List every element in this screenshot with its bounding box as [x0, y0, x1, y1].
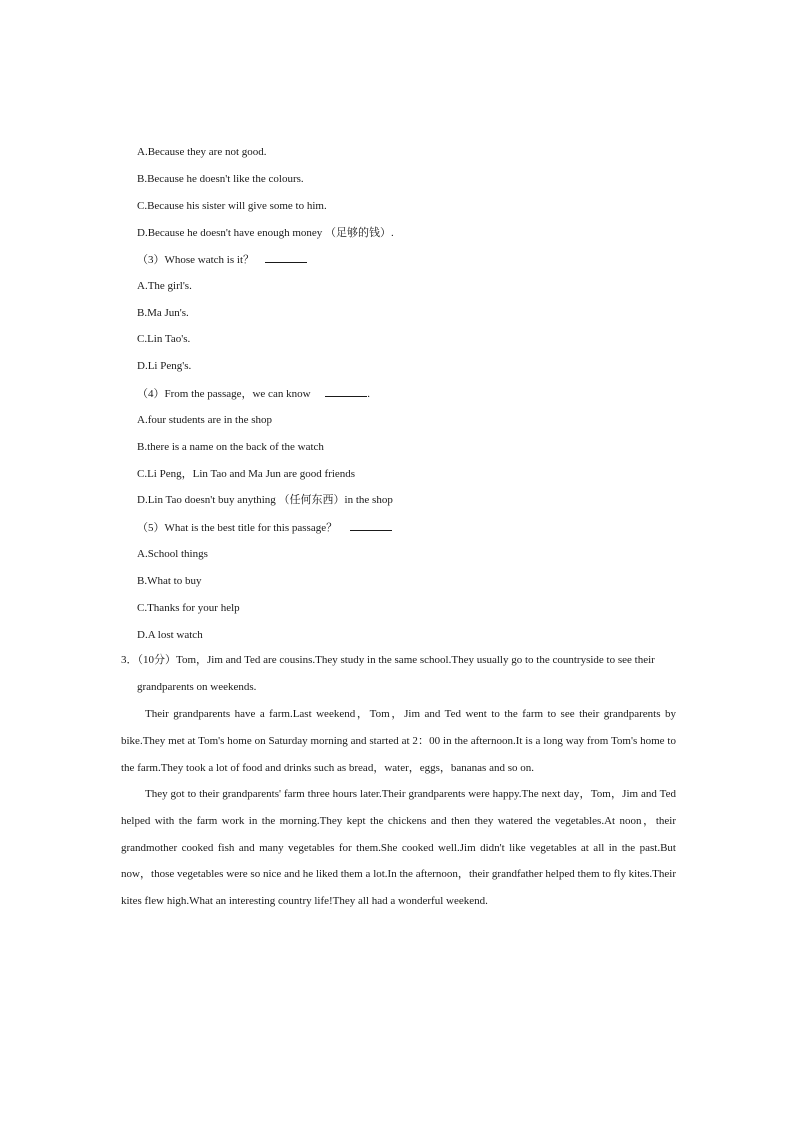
question-5 [137, 520, 392, 535]
option-2c: C.Because his sister will give some to him. [137, 200, 327, 212]
option-5a: A.School things [137, 548, 208, 560]
question-3 [137, 252, 307, 267]
answer-blank[interactable] [325, 386, 367, 397]
passage-paragraph-1 [121, 701, 676, 781]
option-3a: A.The girl's. [137, 280, 192, 292]
option-2a: A.Because they are not good. [137, 146, 267, 158]
question-number: 3． [121, 654, 138, 666]
answer-blank[interactable] [350, 520, 392, 531]
question-score: （10分） [137, 654, 176, 666]
option-4b: B.there is a name on the back of the watch [137, 441, 324, 453]
option-4c: C.Li Peng，Lin Tao and Ma Jun are good friends [137, 468, 356, 480]
option-3c: C.Lin Tao's. [137, 333, 191, 345]
option-3b: B.Ma Jun's. [137, 307, 189, 319]
question-intro-text: Tom，Jim and Ted are cousins.They study in the same school.They usually go to the countryside to see their grandparents on weekends. [137, 654, 655, 693]
option-2d: D.Because he doesn't have enough money （足够的钱）. [137, 227, 394, 239]
passage-paragraph-2 [121, 781, 676, 915]
question-4: （4）From the passage，we can know . [137, 388, 371, 400]
question-5-text: （5）What is the best title for this passage？ [137, 522, 338, 534]
question-3-intro [121, 647, 676, 701]
option-4a: A.four students are in the shop [137, 414, 273, 426]
answer-blank[interactable] [265, 252, 307, 263]
question-4-text: （4）From the passage，we can know [137, 388, 311, 400]
option-2b: B.Because he doesn't like the colours. [137, 173, 304, 185]
option-5b: B.What to buy [137, 575, 202, 587]
option-5d: D.A lost watch [137, 629, 203, 641]
paragraph-2-text: They got to their grandparents' farm three hours later.Their grandparents were happy.The next day，Tom，Jim and Ted helped with the farm work in the morning.They kept the chickens and then they watered the vegetables.At noon，their grandmother cooked fish and many vegetables for them.She cooked well.Jim didn't like vegetables at all in the past.But now，those vegetables were so nice and he liked them a lot.In the afternoon，their grandfather helped them to fly kites.Their kites flew high.What an interesting country life!They all had a wonderful weekend. [121, 788, 676, 908]
option-3d: D.Li Peng's. [137, 360, 192, 372]
option-5c: C.Thanks for your help [137, 602, 240, 614]
option-4d: D.Lin Tao doesn't buy anything （任何东西）in the shop [137, 494, 393, 506]
question-3-text: （3）Whose watch is it？ [137, 254, 255, 266]
paragraph-1-text: Their grandparents have a farm.Last weekend，Tom，Jim and Ted went to the farm to see their grandparents by bike.They met at Tom's home on Saturday morning and started at 2：00 in the afternoon.It is a long way from Tom's home to the farm.They took a lot of food and drinks such as bread，water，eggs，bananas and so on. [121, 708, 676, 774]
